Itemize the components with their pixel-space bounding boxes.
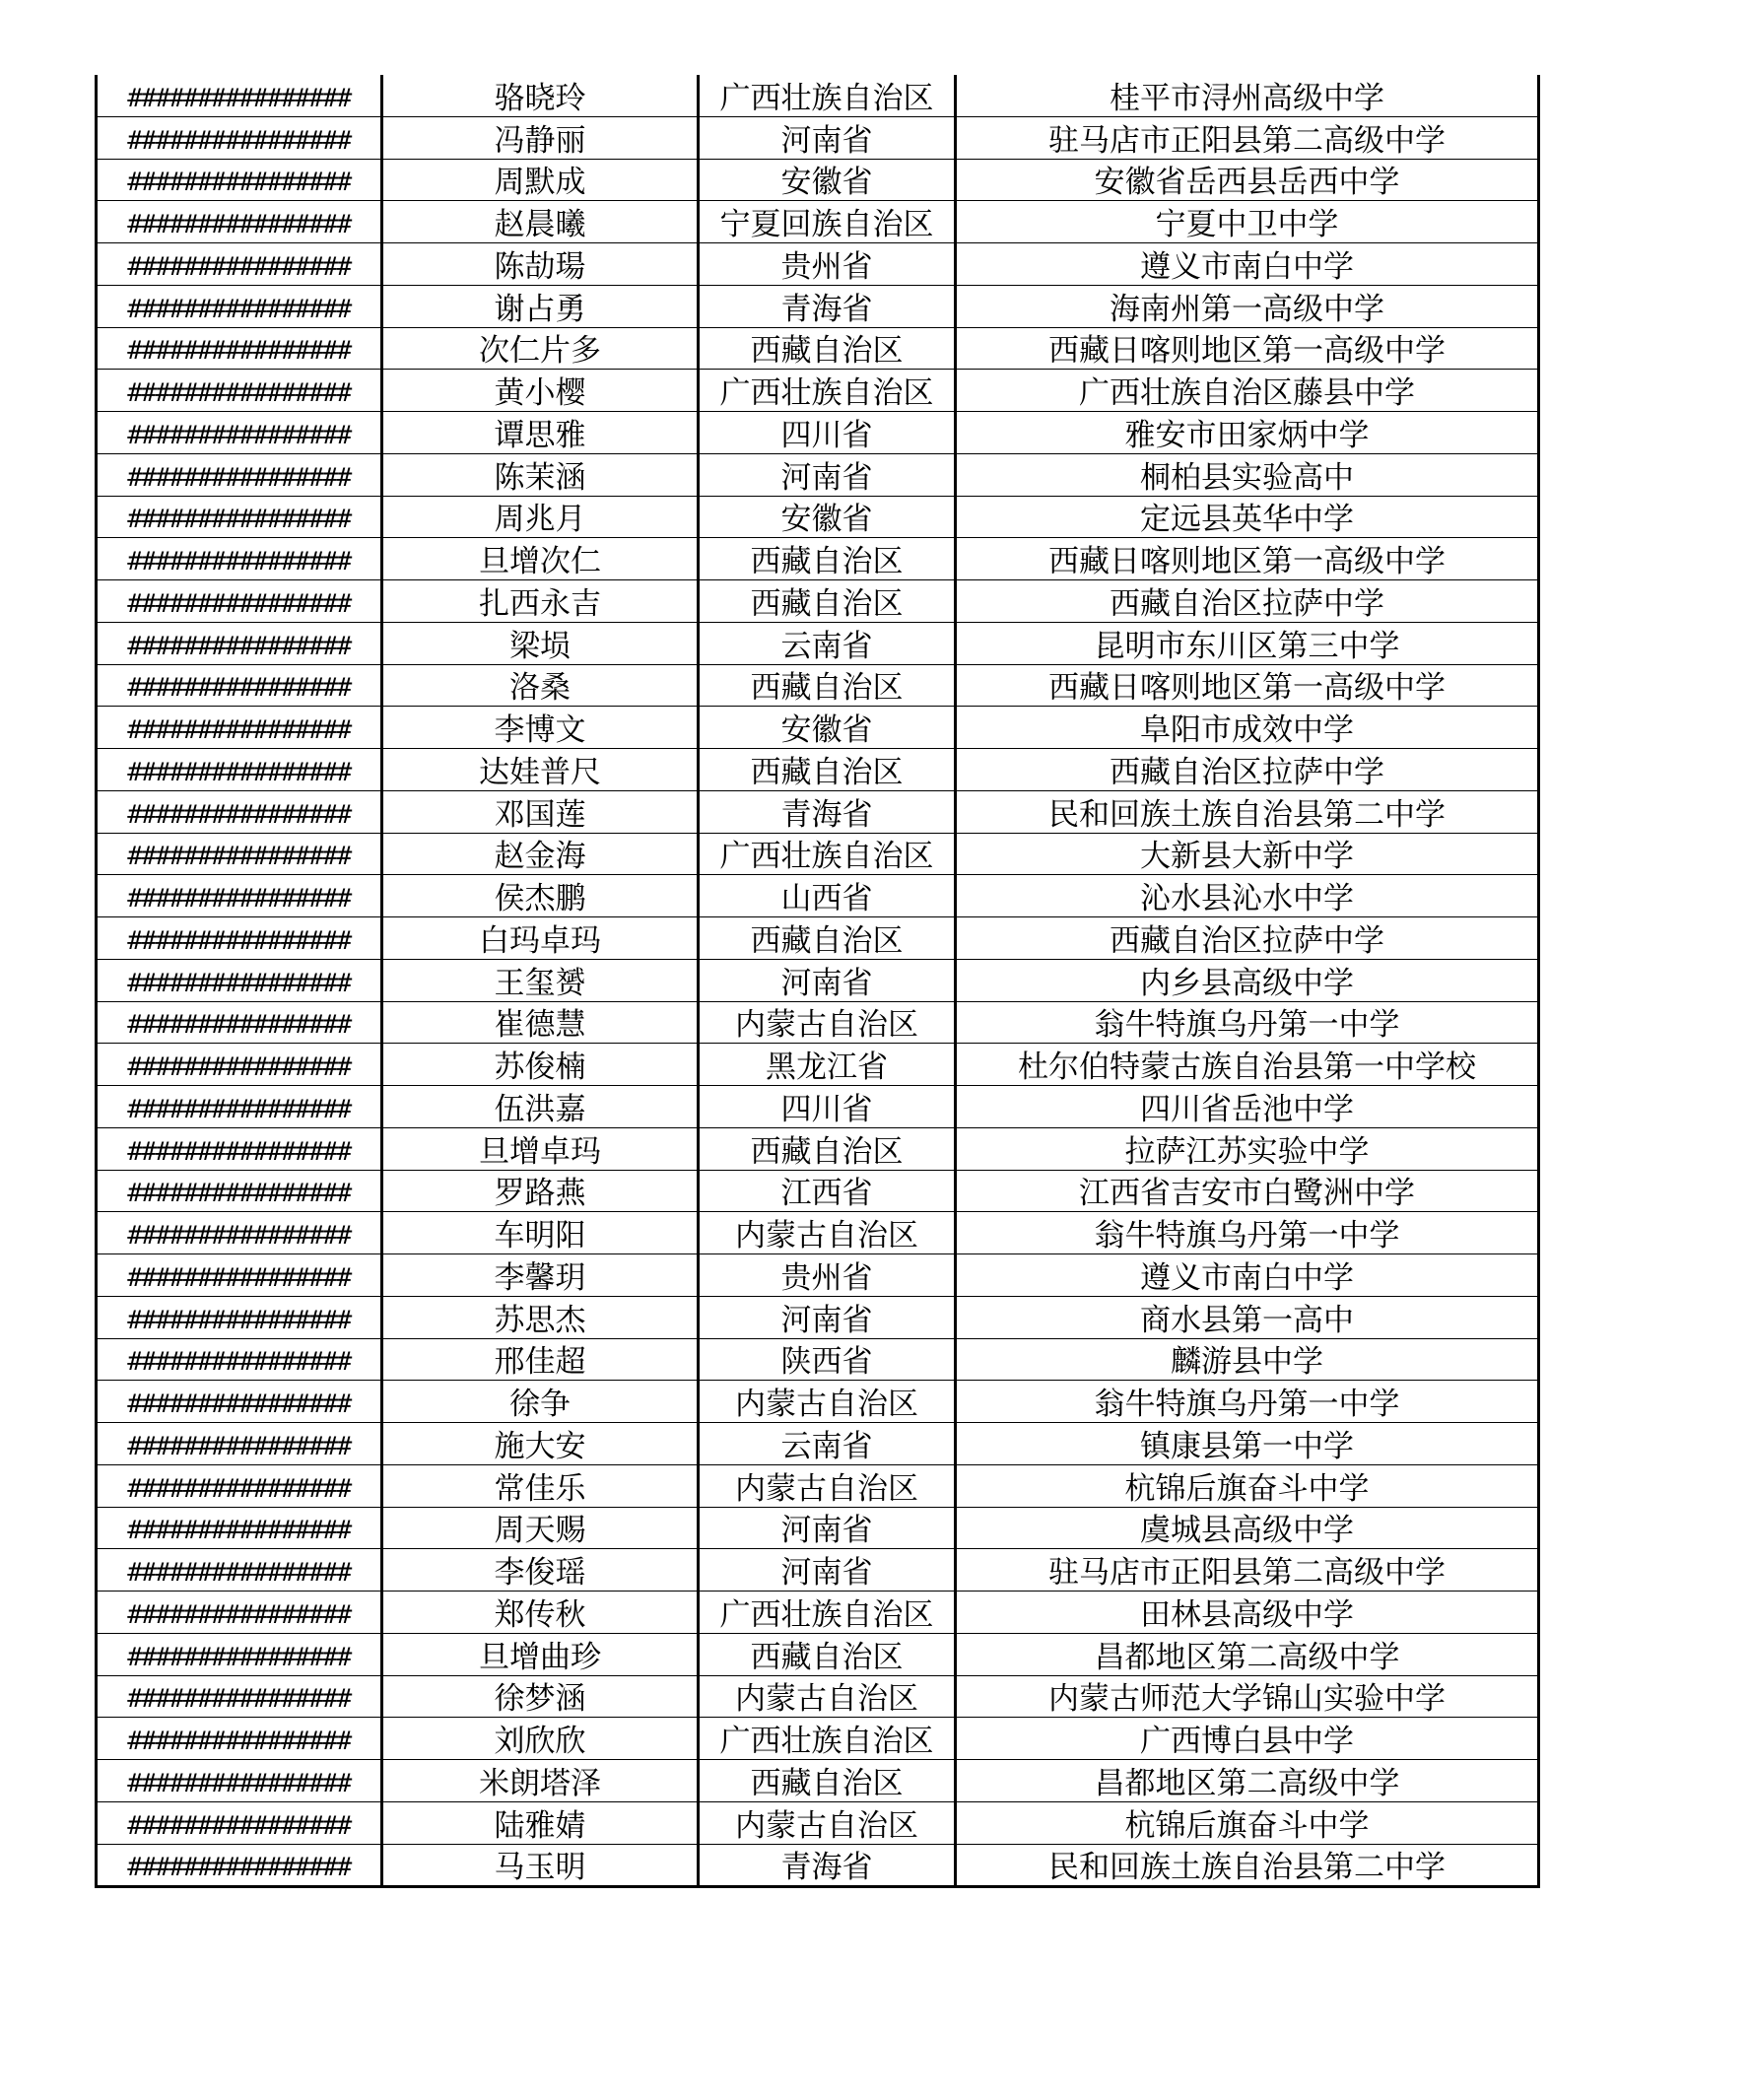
name-cell: 施大安	[382, 1423, 699, 1465]
school-cell: 田林县高级中学	[956, 1592, 1539, 1634]
name-cell: 邢佳超	[382, 1338, 699, 1381]
table-row	[97, 1044, 1539, 1086]
province-cell: 河南省	[699, 1549, 956, 1592]
table-row	[97, 159, 1539, 201]
id-cell: ################	[97, 75, 382, 116]
id-cell: ################	[97, 1507, 382, 1549]
province-cell: 河南省	[699, 116, 956, 159]
name-cell: 苏俊楠	[382, 1044, 699, 1086]
name-cell: 车明阳	[382, 1212, 699, 1254]
school-cell: 商水县第一高中	[956, 1296, 1539, 1338]
school-cell: 定远县英华中学	[956, 496, 1539, 538]
province-cell: 山西省	[699, 875, 956, 917]
school-cell: 大新县大新中学	[956, 833, 1539, 875]
school-cell: 麟游县中学	[956, 1338, 1539, 1381]
id-cell: ################	[97, 664, 382, 707]
table-row	[97, 1170, 1539, 1212]
name-cell: 周天赐	[382, 1507, 699, 1549]
school-cell: 镇康县第一中学	[956, 1423, 1539, 1465]
name-cell: 李博文	[382, 707, 699, 749]
table-row	[97, 917, 1539, 960]
table-row	[97, 790, 1539, 833]
province-cell: 四川省	[699, 412, 956, 454]
province-cell: 内蒙古自治区	[699, 1212, 956, 1254]
name-cell: 崔德慧	[382, 1001, 699, 1044]
name-cell: 冯静丽	[382, 116, 699, 159]
province-cell: 河南省	[699, 1507, 956, 1549]
name-cell: 黄小樱	[382, 370, 699, 412]
name-cell: 徐梦涵	[382, 1675, 699, 1718]
table-row	[97, 116, 1539, 159]
name-cell: 旦增曲珍	[382, 1633, 699, 1675]
table-row	[97, 1633, 1539, 1675]
table-row	[97, 875, 1539, 917]
id-cell: ################	[97, 1760, 382, 1802]
table-row	[97, 370, 1539, 412]
id-cell: ################	[97, 622, 382, 664]
name-cell: 谭思雅	[382, 412, 699, 454]
id-cell: ################	[97, 243, 382, 286]
id-cell: ################	[97, 1549, 382, 1592]
school-cell: 四川省岳池中学	[956, 1086, 1539, 1128]
school-cell: 拉萨江苏实验中学	[956, 1127, 1539, 1170]
school-cell: 海南州第一高级中学	[956, 285, 1539, 327]
province-cell: 广西壮族自治区	[699, 1718, 956, 1760]
name-cell: 旦增卓玛	[382, 1127, 699, 1170]
name-cell: 常佳乐	[382, 1464, 699, 1507]
table-row	[97, 1507, 1539, 1549]
id-cell: ################	[97, 959, 382, 1001]
school-cell: 翁牛特旗乌丹第一中学	[956, 1212, 1539, 1254]
id-cell: ################	[97, 1296, 382, 1338]
school-cell: 昆明市东川区第三中学	[956, 622, 1539, 664]
table-row	[97, 1086, 1539, 1128]
id-cell: ################	[97, 201, 382, 243]
table-row	[97, 959, 1539, 1001]
province-cell: 安徽省	[699, 496, 956, 538]
id-cell: ################	[97, 1633, 382, 1675]
school-cell: 虞城县高级中学	[956, 1507, 1539, 1549]
name-cell: 郑传秋	[382, 1592, 699, 1634]
school-cell: 遵义市南白中学	[956, 243, 1539, 286]
table-row	[97, 1464, 1539, 1507]
roster-table	[95, 75, 1540, 1888]
school-cell: 沁水县沁水中学	[956, 875, 1539, 917]
table-row	[97, 285, 1539, 327]
name-cell: 陈茉涵	[382, 453, 699, 496]
name-cell: 伍洪嘉	[382, 1086, 699, 1128]
table-row	[97, 622, 1539, 664]
id-cell: ################	[97, 707, 382, 749]
school-cell: 民和回族土族自治县第二中学	[956, 790, 1539, 833]
id-cell: ################	[97, 327, 382, 370]
table-row	[97, 1801, 1539, 1844]
id-cell: ################	[97, 1464, 382, 1507]
table-row	[97, 707, 1539, 749]
province-cell: 广西壮族自治区	[699, 833, 956, 875]
province-cell: 内蒙古自治区	[699, 1801, 956, 1844]
province-cell: 内蒙古自治区	[699, 1381, 956, 1423]
id-cell: ################	[97, 1001, 382, 1044]
id-cell: ################	[97, 1423, 382, 1465]
table-row	[97, 1760, 1539, 1802]
id-cell: ################	[97, 370, 382, 412]
table-row	[97, 1592, 1539, 1634]
table-row	[97, 749, 1539, 791]
table-row	[97, 1296, 1539, 1338]
name-cell: 梁埙	[382, 622, 699, 664]
name-cell: 赵晨曦	[382, 201, 699, 243]
id-cell: ################	[97, 580, 382, 623]
id-cell: ################	[97, 1254, 382, 1297]
school-cell: 桂平市浔州高级中学	[956, 75, 1539, 116]
province-cell: 安徽省	[699, 707, 956, 749]
id-cell: ################	[97, 1044, 382, 1086]
school-cell: 雅安市田家炳中学	[956, 412, 1539, 454]
school-cell: 驻马店市正阳县第二高级中学	[956, 116, 1539, 159]
province-cell: 西藏自治区	[699, 580, 956, 623]
province-cell: 贵州省	[699, 243, 956, 286]
name-cell: 陈劼瑒	[382, 243, 699, 286]
table-row	[97, 1844, 1539, 1887]
province-cell: 青海省	[699, 285, 956, 327]
name-cell: 马玉明	[382, 1844, 699, 1887]
province-cell: 四川省	[699, 1086, 956, 1128]
id-cell: ################	[97, 875, 382, 917]
id-cell: ################	[97, 749, 382, 791]
province-cell: 河南省	[699, 453, 956, 496]
province-cell: 广西壮族自治区	[699, 370, 956, 412]
province-cell: 西藏自治区	[699, 749, 956, 791]
school-cell: 杭锦后旗奋斗中学	[956, 1801, 1539, 1844]
id-cell: ################	[97, 1718, 382, 1760]
school-cell: 西藏日喀则地区第一高级中学	[956, 664, 1539, 707]
table-row	[97, 1001, 1539, 1044]
id-cell: ################	[97, 285, 382, 327]
province-cell: 西藏自治区	[699, 1127, 956, 1170]
name-cell: 次仁片多	[382, 327, 699, 370]
name-cell: 徐争	[382, 1381, 699, 1423]
school-cell: 西藏自治区拉萨中学	[956, 749, 1539, 791]
table-row	[97, 833, 1539, 875]
school-cell: 广西博白县中学	[956, 1718, 1539, 1760]
table-row	[97, 75, 1539, 116]
table-row	[97, 1127, 1539, 1170]
school-cell: 昌都地区第二高级中学	[956, 1633, 1539, 1675]
province-cell: 河南省	[699, 1296, 956, 1338]
name-cell: 苏思杰	[382, 1296, 699, 1338]
id-cell: ################	[97, 116, 382, 159]
table-row	[97, 1423, 1539, 1465]
school-cell: 杭锦后旗奋斗中学	[956, 1464, 1539, 1507]
province-cell: 广西壮族自治区	[699, 1592, 956, 1634]
province-cell: 黑龙江省	[699, 1044, 956, 1086]
school-cell: 昌都地区第二高级中学	[956, 1760, 1539, 1802]
province-cell: 内蒙古自治区	[699, 1464, 956, 1507]
name-cell: 邓国莲	[382, 790, 699, 833]
id-cell: ################	[97, 453, 382, 496]
school-cell: 广西壮族自治区藤县中学	[956, 370, 1539, 412]
roster-table-body	[97, 75, 1539, 1887]
id-cell: ################	[97, 1127, 382, 1170]
table-row	[97, 1675, 1539, 1718]
province-cell: 青海省	[699, 790, 956, 833]
table-row	[97, 201, 1539, 243]
province-cell: 内蒙古自治区	[699, 1675, 956, 1718]
school-cell: 杜尔伯特蒙古族自治县第一中学校	[956, 1044, 1539, 1086]
name-cell: 扎西永吉	[382, 580, 699, 623]
school-cell: 江西省吉安市白鹭洲中学	[956, 1170, 1539, 1212]
school-cell: 西藏自治区拉萨中学	[956, 917, 1539, 960]
province-cell: 陕西省	[699, 1338, 956, 1381]
province-cell: 安徽省	[699, 159, 956, 201]
table-row	[97, 1381, 1539, 1423]
province-cell: 宁夏回族自治区	[699, 201, 956, 243]
province-cell: 云南省	[699, 622, 956, 664]
table-row	[97, 412, 1539, 454]
table-row	[97, 1338, 1539, 1381]
province-cell: 西藏自治区	[699, 917, 956, 960]
name-cell: 米朗塔泽	[382, 1760, 699, 1802]
province-cell: 西藏自治区	[699, 538, 956, 580]
table-row	[97, 453, 1539, 496]
province-cell: 贵州省	[699, 1254, 956, 1297]
id-cell: ################	[97, 917, 382, 960]
school-cell: 宁夏中卫中学	[956, 201, 1539, 243]
id-cell: ################	[97, 1170, 382, 1212]
name-cell: 白玛卓玛	[382, 917, 699, 960]
name-cell: 谢占勇	[382, 285, 699, 327]
school-cell: 西藏自治区拉萨中学	[956, 580, 1539, 623]
name-cell: 洛桑	[382, 664, 699, 707]
id-cell: ################	[97, 1338, 382, 1381]
id-cell: ################	[97, 1675, 382, 1718]
school-cell: 翁牛特旗乌丹第一中学	[956, 1001, 1539, 1044]
name-cell: 刘欣欣	[382, 1718, 699, 1760]
id-cell: ################	[97, 412, 382, 454]
name-cell: 达娃普尺	[382, 749, 699, 791]
province-cell: 云南省	[699, 1423, 956, 1465]
id-cell: ################	[97, 1381, 382, 1423]
school-cell: 阜阳市成效中学	[956, 707, 1539, 749]
name-cell: 周默成	[382, 159, 699, 201]
table-row	[97, 1549, 1539, 1592]
table-row	[97, 664, 1539, 707]
province-cell: 西藏自治区	[699, 1760, 956, 1802]
table-row	[97, 496, 1539, 538]
school-cell: 翁牛特旗乌丹第一中学	[956, 1381, 1539, 1423]
id-cell: ################	[97, 1212, 382, 1254]
id-cell: ################	[97, 1086, 382, 1128]
school-cell: 遵义市南白中学	[956, 1254, 1539, 1297]
table-row	[97, 243, 1539, 286]
id-cell: ################	[97, 1844, 382, 1887]
school-cell: 西藏日喀则地区第一高级中学	[956, 327, 1539, 370]
name-cell: 李馨玥	[382, 1254, 699, 1297]
name-cell: 赵金海	[382, 833, 699, 875]
id-cell: ################	[97, 159, 382, 201]
name-cell: 旦增次仁	[382, 538, 699, 580]
name-cell: 李俊瑶	[382, 1549, 699, 1592]
id-cell: ################	[97, 1592, 382, 1634]
province-cell: 内蒙古自治区	[699, 1001, 956, 1044]
school-cell: 内乡县高级中学	[956, 959, 1539, 1001]
name-cell: 陆雅婧	[382, 1801, 699, 1844]
id-cell: ################	[97, 1801, 382, 1844]
id-cell: ################	[97, 833, 382, 875]
table-row	[97, 1718, 1539, 1760]
school-cell: 民和回族土族自治县第二中学	[956, 1844, 1539, 1887]
id-cell: ################	[97, 790, 382, 833]
school-cell: 西藏日喀则地区第一高级中学	[956, 538, 1539, 580]
name-cell: 骆晓玲	[382, 75, 699, 116]
province-cell: 广西壮族自治区	[699, 75, 956, 116]
table-row	[97, 1254, 1539, 1297]
name-cell: 王玺赟	[382, 959, 699, 1001]
school-cell: 驻马店市正阳县第二高级中学	[956, 1549, 1539, 1592]
table-row	[97, 538, 1539, 580]
school-cell: 内蒙古师范大学锦山实验中学	[956, 1675, 1539, 1718]
table-row	[97, 327, 1539, 370]
name-cell: 罗路燕	[382, 1170, 699, 1212]
province-cell: 青海省	[699, 1844, 956, 1887]
id-cell: ################	[97, 538, 382, 580]
school-cell: 桐柏县实验高中	[956, 453, 1539, 496]
table-row	[97, 580, 1539, 623]
id-cell: ################	[97, 496, 382, 538]
province-cell: 西藏自治区	[699, 1633, 956, 1675]
name-cell: 侯杰鹏	[382, 875, 699, 917]
table-row	[97, 1212, 1539, 1254]
name-cell: 周兆月	[382, 496, 699, 538]
school-cell: 安徽省岳西县岳西中学	[956, 159, 1539, 201]
province-cell: 江西省	[699, 1170, 956, 1212]
province-cell: 西藏自治区	[699, 664, 956, 707]
province-cell: 西藏自治区	[699, 327, 956, 370]
province-cell: 河南省	[699, 959, 956, 1001]
